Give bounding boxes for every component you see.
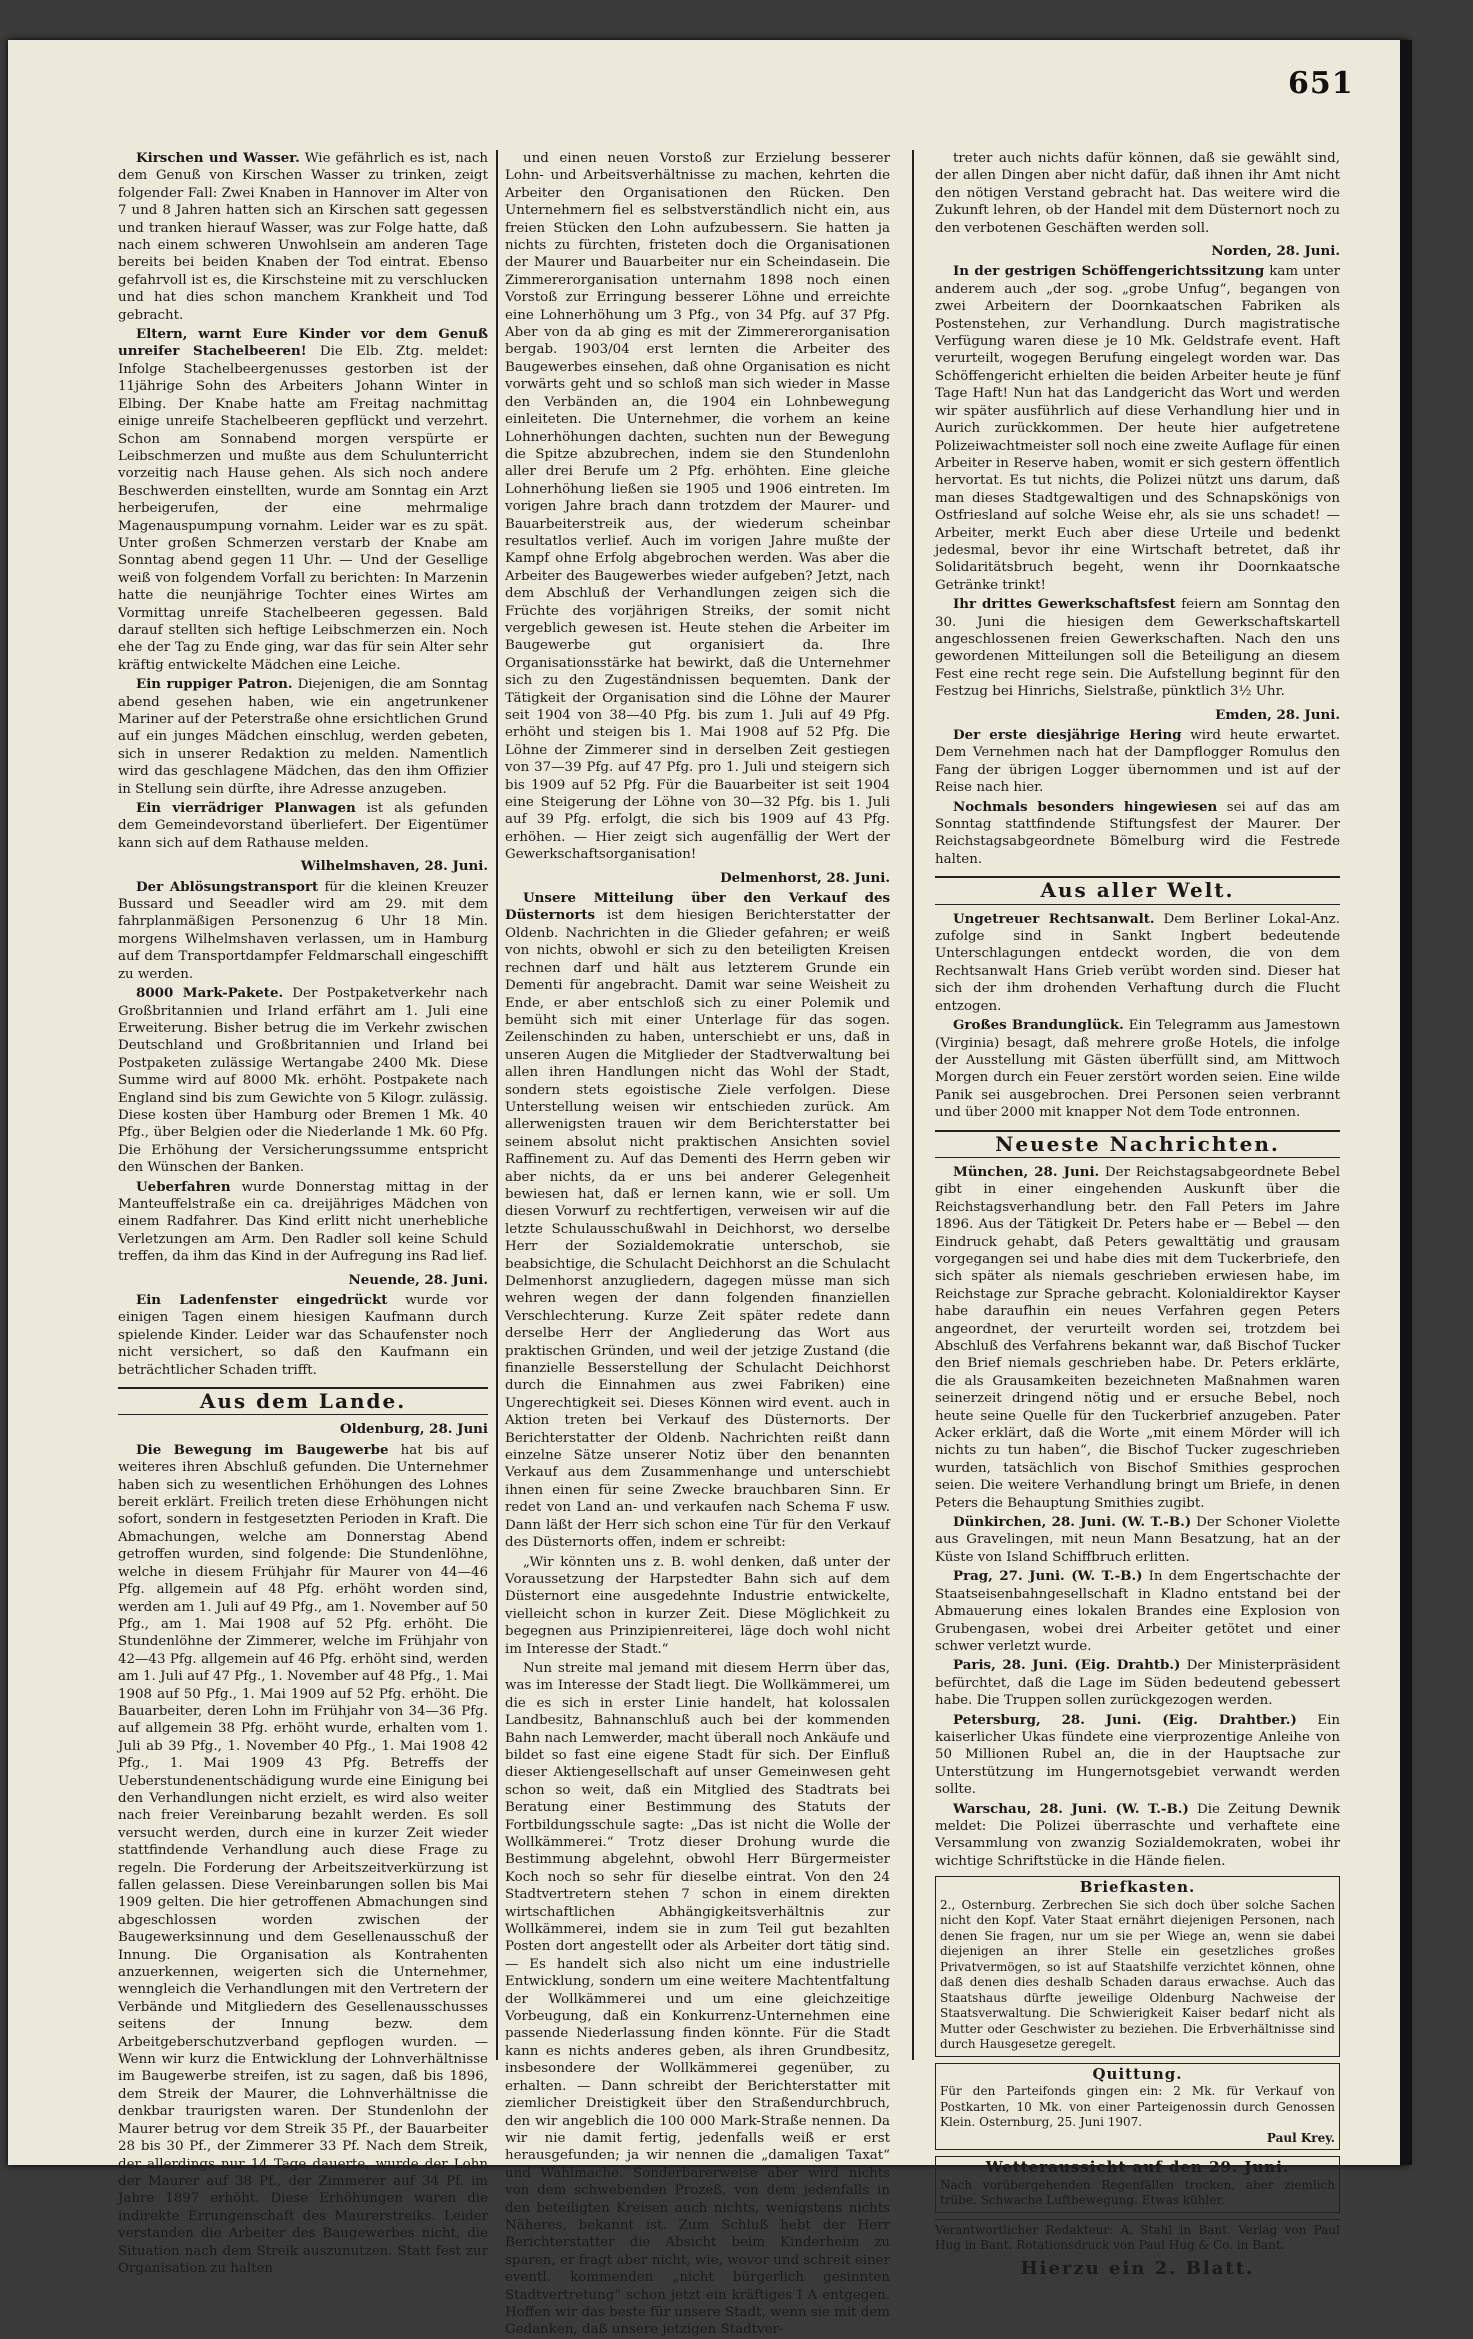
article-paragraph bbox=[935, 727, 1340, 797]
article-text: ist als gefunden dem Gemeindevorstand überliefert. Der Eigentümer kann sich auf dem Rathause melden. bbox=[118, 801, 488, 851]
supplement-note: Hierzu ein 2. Blatt. bbox=[1020, 2257, 1255, 2279]
quittung-box-text: Für den Parteifonds gingen ein: 2 Mk. für Verkauf von Postkarten, 10 Mk. von einer Parteigenossin durch Genossen Klein. Osternburg, 25. Juni 1907. bbox=[940, 2084, 1335, 2130]
article-paragraph bbox=[935, 1514, 1340, 1566]
article-headline: Dünkirchen, 28. Juni. (W. T.-B.) bbox=[953, 1514, 1192, 1531]
page-number: 651 bbox=[1288, 66, 1354, 101]
article-paragraph bbox=[505, 150, 890, 864]
column-3 bbox=[935, 150, 1341, 2279]
article-text: Nun streite mal jemand mit diesem Herrn über das, was im Interesse der Stadt liegt. Die Wollkämmerei, um die es sich in erster Linie handelt, hat kolossalen Landbesitz, Bahnanschluß auch bei der kommenden Bahn nach Lemwerder, macht überall noch Ankäufe und bildet so fast eine eigene Stadt für sich. Der Einfluß dieser Aktiengesellschaft auf unser Gemeinwesen geht schon so weit, daß ein Mitglied des Stadtrats bei Beratung einer Bestimmung des Statuts der Fortbildungsschule sagte: „Das ist nicht die Wolle der Wollkämmerei.“ Trotz dieser Drohung wurde die Bestimmung abgelehnt, obwohl Herr Bürgermeister Koch noch so sehr für dieselbe eintrat. Von den 24 Stadtvertretern stehen 7 schon in einem direkten wirtschaftlichen Abhängigkeitsverhältnis zur Wollkämmerei, indem sie in zum Teil gut bezahlten Posten dort angestellt oder als Arbeiter dort tätig sind. — Es handelt sich also nicht um eine industrielle Entwicklung, sondern um eine weitere Machtentfaltung der Wollkämmerei und um eine gleichzeitige Vorbeugung, daß ein Konkurrenz-Unternehmen eine passende Niederlassung finden könnte. Für die Stadt kann es nichts anderes geben, als ihren Grundbesitz, insbesondere der Wollkämmerei gegenüber, zu erhalten. — Dann schreibt der Berichterstatter mit ziemlicher Dreistigkeit über den Straßendurchbruch, den wir angeblich die 100 000 Mark-Straße nennen. Da wir nie damit fertig, jedenfalls weiß er erst herausgefunden; ja wir nennen die „damaligen Taxat“ und Wahlmache. Sonderbarerweise aber wird nichts von dem schwebenden Prozeß, von dem jedenfalls in den beteiligten Kreisen auch nichts, wenigstens nichts Näheres, bekannt ist. Zum Schluß hebt der Herr Berichterstatter die Absicht beim Kinderheim zu sparen, er fragt aber nicht, wie, wovor und schreit einer eventl. kommenden „nicht bürgerlich gesinnten Stadtvertretung“ schon jetzt ein kräftiges I A entgegen. Hoffen wir das beste für unsere Stadt, wenn sie mit dem Gedanken, daß unsere jetzigen Stadtver- bbox=[505, 1660, 890, 2338]
article-headline: Der erste diesjährige Hering bbox=[953, 727, 1182, 743]
article-headline: München, 28. Juni. bbox=[953, 1163, 1100, 1180]
article-paragraph bbox=[505, 1554, 890, 1658]
article-headline: In der gestrigen Schöffengerichtssitzung bbox=[953, 263, 1265, 280]
column-divider bbox=[496, 150, 498, 2060]
dateline: Norden, 28. Juni. bbox=[1211, 243, 1340, 260]
article-headline: Ungetreuer Rechtsanwalt. bbox=[953, 910, 1155, 927]
article-headline: Prag, 27. Juni. (W. T.-B.) bbox=[953, 1568, 1143, 1585]
article-paragraph bbox=[118, 1179, 488, 1266]
article-text: Ein kaiserlicher Ukas fündete eine vierprozentige Anleihe von 50 Millionen Rubel an, die in der Hauptsache zur Unterstützung im Hungernotsgebiet verwandt werden sollte. bbox=[935, 1712, 1340, 1798]
dateline: Neuende, 28. Juni. bbox=[348, 1271, 488, 1288]
article-paragraph bbox=[118, 879, 488, 983]
article-paragraph bbox=[118, 676, 488, 798]
column-1 bbox=[118, 150, 489, 2276]
article-paragraph bbox=[935, 1568, 1340, 1655]
article-paragraph bbox=[935, 263, 1340, 594]
article-text: für die kleinen Kreuzer Bussard und Seeadler wird am 29. mit dem fahrplanmäßigen Personenzug 6 Uhr 18 Min. morgens Wilhelmshaven verlassen, um in Hamburg auf dem Transportdampfer Feldmarschall eingeschifft zu werden. bbox=[118, 879, 488, 982]
article-text: Die Elb. Ztg. meldet: Infolge Stachelbeergenusses gestorben ist der 11jährige Sohn des Arbeiters Johann Winter in Elbing. Der Knabe hatte am Freitag nachmittag einige unreife Stachelbeeren gepflückt und verzehrt. Schon am Sonnabend morgen verspürte er Leibschmerzen und mußte aus dem Schulunterricht vorzeitig nach Hause gehen. Als sich noch andere Beschwerden einstellten, wurde am Sonntag ein Arzt herbeigerufen, der eine mehrmalige Magenauspumpung vornahm. Leider war es zu spät. Unter großen Schmerzen verstarb der Knabe am Sonntag abend gegen 11 Uhr. — Und der Gesellige weiß von folgendem Vorfall zu berichten: In Marzenin hatte die neunjährige Tochter eines Wirtes am Vormittag unreife Stachelbeeren gegessen. Bald darauf stellten sich heftige Leibschmerzen ein. Noch ehe der Tag zu Ende ging, war das für sein Alter sehr kräftig entwickelte Mädchen eine Leiche. bbox=[118, 344, 489, 673]
section-heading: Neueste Nachrichten. bbox=[935, 1130, 1340, 1158]
article-headline: Paris, 28. Juni. (Eig. Drahtb.) bbox=[953, 1657, 1181, 1674]
article-text: sei auf das am Sonntag stattfindende Stiftungsfest der Maurer. Der Reichstagsabgeordnete Bömelburg wird die Festrede halten. bbox=[935, 799, 1340, 867]
article-text: Der Schoner Violette aus Gravelingen, mit neun Mann Besatzung, hat an der Küste von Island Schiffbruch erlitten. bbox=[935, 1515, 1340, 1565]
article-paragraph bbox=[118, 326, 488, 674]
article-text: Dem Berliner Lokal-Anz. zufolge sind in Sankt Ingbert bedeutende Unterschlagungen entdeckt worden, die von dem Rechtsanwalt Hans Grieb verübt worden sind. Dieser hat sich der ihm drohenden Verhaftung durch die Flucht entzogen. bbox=[935, 911, 1340, 1014]
article-text: feiern am Sonntag den 30. Juni die hiesigen dem Gewerkschaftskartell angeschlossenen freien Gewerkschaften. Nach den uns gewordenen Mitteilungen soll die Beteiligung an diesem Fest eine recht rege sein. Die Aufstellung beginnt für den Festzug bei Hinrichs, Sielstraße, pünktlich 3½ Uhr. bbox=[935, 597, 1340, 700]
article-text: kam unter anderem auch „der sog. „grobe Unfug“, begangen von zwei Arbeitern der Doornkaatschen Fabriken als Postenstehen, zur Verhandlung. Durch magistratische Verfügung waren diese je 10 Mk. Geldstrafe event. Haft verurteilt, wogegen Berufung eingelegt worden war. Das Schöffengericht erhielten die beiden Arbeiter heute je fünf Tage Haft! Nun hat das Landgericht das Wort und werden wir später ausführlich auf diese Verhandlung hier und in Aurich zurückkommen. Der heute hier aufgetretene Polizeiwachtmeister soll noch eine zweite Auflage für einen Arbeiter in Reserve haben, womit er sich gestern öffentlich hervortat. Es tut nichts, die Polizei nützt uns darum, daß man dieses Stadtgewaltigen und des Schnapskönigs von Ostfriesland auf solche Weise ehr, als sie uns schadet! — Arbeiter, merkt Euch aber diese Urteile und bedenkt jedesmal, bevor ihr eine Wirtschaft betretet, daß ihr Solidaritätsbruch begeht, wenn ihr Doornkaatsche Getränke trinkt! bbox=[935, 264, 1341, 593]
article-paragraph bbox=[505, 890, 890, 1551]
article-headline: Nochmals besonders hingewiesen bbox=[953, 798, 1218, 815]
article-headline: Der Ablösungstransport bbox=[136, 878, 319, 895]
article-paragraph bbox=[118, 150, 488, 324]
article-headline: 8000 Mark-Pakete. bbox=[136, 985, 284, 1002]
wetter-box-text: Nach vorübergehenden Regenfällen trocken, aber ziemlich trübe. Schwache Luftbewegung. Etwas kühler. bbox=[940, 2177, 1335, 2208]
article-text: Der Ministerpräsident befürchtet, daß die Lage im Süden bedeutend gebessert habe. Die Truppen sollen zurückgezogen werden. bbox=[935, 1658, 1340, 1709]
article-paragraph bbox=[935, 596, 1340, 700]
quittung-box-signature: Paul Krey. bbox=[1266, 2130, 1335, 2145]
article-text: wurde vor einigen Tagen einem hiesigen Kaufmann durch spielende Kinder. Leider war das Schaufenster noch nicht versichert, so daß den Kaufmann ein beträchtlicher Schaden trifft. bbox=[118, 1293, 488, 1378]
article-paragraph bbox=[935, 1712, 1340, 1799]
article-headline: Ihr drittes Gewerkschaftsfest bbox=[953, 596, 1176, 613]
page-binding-edge bbox=[1400, 40, 1412, 2165]
dateline: Emden, 28. Juni. bbox=[1215, 706, 1340, 723]
column-divider bbox=[912, 150, 914, 2060]
article-text: hat bis auf weiteres ihren Abschluß gefunden. Die Unternehmer haben sich zu wesentlichen Erhöhungen des Lohnes bereit erklärt. Freilich treten diese Erhöhungen nicht sofort, sondern in festgesetzten Perioden in Kraft. Die Abmachungen, welche am Donnerstag Abend getroffen wurden, sind folgende: Die Stundenlöhne, welche in diesem Frühjahr für Maurer von 44—46 Pfg. allgemein auf 48 Pfg. erhöht worden sind, werden am 1. Juli auf 49 Pfg., am 1. November auf 50 Pfg., am 1. Mai 1908 auf 52 Pfg. erhöht. Die Stundenlöhne der Zimmerer, welche im Frühjahr von 42—43 Pfg. allgemein auf 46 Pfg. erhöht sind, werden am 1. Juli auf 47 Pfg., 1. November auf 48 Pfg., 1. Mai 1908 auf 50 Pfg., 1. Mai 1909 auf 52 Pfg. erhöht. Die Bauarbeiter, deren Lohn im Frühjahr von 34—36 Pfg. auf allgemein 38 Pfg. erhöht wurde, erhalten vom 1. Juli ab 39 Pfg., 1. November 40 Pfg., 1. Mai 1908 42 Pfg., 1. Mai 1909 43 Pfg. Betreffs der Ueberstundenentschädigung wurde eine Einigung bei den Verhandlungen nicht erzielt, es wird also weiter nach freier Vereinbarung bezahlt werden. Es soll versucht werden, durch eine in kurzer Zeit wieder stattfindende Verhandlung auch diese Frage zu regeln. Die Forderung der Arbeitszeitverkürzung ist fallen gelassen. Diese Vereinbarungen sollen bis Mai 1909 gelten. Die hier getroffenen Abmachungen sind abgeschlossen worden zwischen der Baugewerksinnung und dem Gesellenausschuß der Innung. Die Organisation als Kontrahenten anzuerkennen, weigerten sich die Unternehmer, wenngleich die Verhandlungen mit den Vertretern der Verbände und Mitgliedern des Gesellenausschusses seitens der Innung bezw. dem Arbeitgeberschutzverband gepflogen wurden. — Wenn wir kurz die Entwicklung der Lohnverhältnisse im Baugewerbe streifen, ist zu sagen, daß bis 1896, dem Streik der Maurer, die Lohnverhältnisse die denkbar traurigsten waren. Der Stundenlohn der Maurer betrug vor dem Streik 35 Pf., der Bauarbeiter 28 bis 30 Pf., der Zimmerer 33 Pf. Nach dem Streik, der allerdings nur 14 Tage dauerte, wurde der Lohn der Maurer auf 38 Pf., der Zimmerer auf 34 Pf. im Jahre 1897 erhöht. Diese Erhöhungen waren die indirekte Errungenschaft des Maurerstreiks. Leider verstanden die Arbeiter des Baugewerbes nicht, die Situation nach dem Streik auszunutzen. Statt fest zur Organisation zu halten bbox=[118, 1442, 488, 2276]
article-paragraph bbox=[118, 800, 488, 852]
article-text: Der Reichstagsabgeordnete Bebel gibt in einer eingehenden Auskunft über die Reichstagsverhandlung betr. den Fall Peters im Jahre 1896. Aus der Tätigkeit Dr. Peters habe er — Bebel — den Eindruck gehabt, daß Peters gewalttätig und grausam vorgegangen sei und habe dies mit dem Tuckerbriefe, den sich später als niemals geschrieben erwiesen habe, im Reichstage zur Sprache gebracht. Kolonialdirektor Kayser habe daraufhin ein neues Verfahren gegen Peters angeordnet, der verurteilt worden sei, trotzdem bei Abschluß des Verfahrens bekannt war, daß Bischof Tucker den Brief niemals geschrieben habe. Dr. Peters erklärte, die als Grausamkeiten bezeichneten Maßnahmen waren seinerzeit dringend nötig und er ersuche Bebel, noch heute seine Quelle für den Tuckerbrief anzugeben. Pater Acker erklärt, daß die Worte „mit einem Mörder will ich nichts zu tun haben“, die Bischof Tucker zugeschrieben wurden, tatsächlich von Bischof Smithies gesprochen seien. Die weitere Verhandlung bringt um Briefe, in denen Peters die Behauptung Smithies zugibt. bbox=[935, 1164, 1340, 1511]
article-paragraph bbox=[935, 1657, 1340, 1709]
article-text: treter auch nichts dafür können, daß sie gewählt sind, der allen Dingen aber nicht dafür, daß ihnen ihr Amt nicht den nötigen Verstand gebracht hat. Das weitere wird die Zukunft lehren, ob der Handel mit dem Düsternort noch zu den verbotenen Geschäften werden soll. bbox=[935, 151, 1340, 236]
article-headline: Ueberfahren bbox=[136, 1178, 231, 1195]
article-paragraph bbox=[505, 1660, 890, 2339]
dateline: Oldenburg, 28. Juni bbox=[339, 1421, 488, 1438]
article-text: In dem Engertschachte der Staatseisenbahngesellschaft in Kladno entstand bei der Abmauerung eines lokalen Brandes eine Explosion von Grubengasen, wobei drei Arbeiter getötet und einer schwer verletzt wurde. bbox=[935, 1569, 1340, 1654]
briefkasten-box-title: Briefkasten. bbox=[1079, 1878, 1196, 1897]
article-headline: Unsere Mitteilung über den Verkauf des Düsternorts bbox=[505, 890, 890, 924]
article-headline: Kirschen und Wasser. bbox=[136, 150, 300, 166]
wetter-box-title: Wetteraussicht auf den 29. Juni. bbox=[985, 2158, 1290, 2177]
article-headline: Die Bewegung im Baugewerbe bbox=[136, 1441, 389, 1458]
article-headline: Petersburg, 28. Juni. (Eig. Drahtber.) bbox=[953, 1711, 1297, 1728]
article-paragraph bbox=[935, 1164, 1340, 1512]
article-text: Ein Telegramm aus Jamestown (Virginia) besagt, daß mehrere große Hotels, die infolge der Ausstellung mit Gästen überfüllt sind, am Mittwoch Morgen durch ein Feuer zerstört worden seien. Eine wilde Panik sei ausgebrochen. Drei Personen seien verbrannt und über 2000 mit knapper Not dem Tode entronnen. bbox=[935, 1018, 1340, 1121]
article-paragraph bbox=[935, 1017, 1340, 1121]
article-paragraph bbox=[118, 1292, 488, 1379]
imprint: Verantwortlicher Redakteur: A. Stahl in Bant. Verlag von Paul Hug in Bant. Rotationsdruck von Paul Hug & Co. in Bant. bbox=[935, 2219, 1340, 2254]
article-text: Der Postpaketverkehr nach Großbritannien und Irland erfährt am 1. Juli eine Erweiterung. Bisher betrug die im Verkehr zwischen Deutschland und Großbritannien und Irland bei Postpaketen zulässige Wertangabe 2400 Mk. Diese Summe wird auf 8000 Mk. erhöht. Postpakete nach England sind bis zum Gewichte von 5 Kilogr. zulässig. Diese kosten über Hamburg oder Bremen 1 Mk. 40 Pfg., über Belgien oder die Niederlande 1 Mk. 60 Pfg. Die Erhöhung der Versicherungssumme entspricht den Wünschen der Banken. bbox=[118, 986, 488, 1176]
article-text: „Wir könnten uns z. B. wohl denken, daß unter der Voraussetzung der Harpstedter Bahn sich auf dem Düsternort eine ausgedehnte Industrie entwickelte, vielleicht schon in kurzer Zeit. Diese Möglichkeit zu begegnen aus Prinzipienreiterei, läge doch wohl nicht im Interesse der Stadt.“ bbox=[505, 1554, 890, 1657]
dateline: Wilhelmshaven, 28. Juni. bbox=[300, 858, 488, 875]
briefkasten-box bbox=[935, 1876, 1340, 2057]
article-paragraph bbox=[935, 150, 1340, 237]
section-heading: Aus dem Lande. bbox=[118, 1387, 488, 1415]
briefkasten-box-text: 2., Osternburg. Zerbrechen Sie sich doch über solche Sachen nicht den Kopf. Vater Staat ernährt diejenigen Personen, nach denen Sie fragen, nur um sie per Wiege an, wenn sie dabei diejenigen an ihrer Stelle ein gesetzliches großes Privatvermögen, so ist auf Staatshilfe verzichtet können, ohne daß denen dies deshalb Schaden daraus erwachse. Auch das Staatshaus dürfte jeweilige Oldenburg Nachweise der Staatsverwaltung. Die Schwierigkeit Kaiser bedarf nicht als Mutter oder Geschwister zu beziehen. Die Erbverhältnisse sind durch Hausgesetze geregelt. bbox=[940, 1897, 1335, 2052]
article-paragraph bbox=[935, 911, 1340, 1015]
article-paragraph bbox=[118, 1442, 488, 2278]
quittung-box bbox=[935, 2063, 1340, 2151]
article-text: ist dem hiesigen Berichterstatter der Oldenb. Nachrichten in die Glieder gefahren; er weiß von nichts, obwohl er sich zu den beteiligten Kreisen rechnen darf und hält aus letzterem Grunde ein Dementi für angebracht. Damit war seine Weisheit zu Ende, er aber entschloß sich zu einer Polemik und bemüht sich mit einer Unterlage für das sogen. Zeilenschinden zu haben, unterschiebt er uns, daß in unseren Augen die Mitglieder der Stadtverwaltung bei allen ihren Handlungen nicht das Wohl der Stadt, sondern stets egoistische Ziele verfolgen. Diese Unterstellung weisen wir entschieden zurück. Am allerwenigsten trauen wir dem Berichterstatter bei seinem absolut nicht praktischen Ansichten soviel Raffinement zu. Auf das Dementi des Herrn geben wir aber nichts, da er uns bei anderer Gelegenheit bewiesen hat, daß er lernen kann, wie er soll. Um diesen Vorwurf zu rechtfertigen, verweisen wir auf die letzte Schulausschußwahl in Deichhorst, wo derselbe Herr der Sozialdemokratie unterschob, sie beabsichtige, die Schulacht Deichhorst an die Schulacht Delmenhorst anzugliedern, dagegen müsse man sich wehren wegen der dann folgenden finanziellen Verschlechterung. Kurze Zeit später redete dann derselbe Herr der Angliederung das Wort aus praktischen Gründen, und weil der jetzige Zustand (die finanzielle Besserstellung der Schulacht Deichhorst durch die Einnahmen aus zwei Fabriken) eine Ungerechtigkeit sei. Dieses Können wird event. auch in Aktion treten bei Verkauf des Düsternorts. Der Berichterstatter der Oldenb. Nachrichten reißt dann einzelne Sätze unserer Notiz über den benannten Verkauf aus dem Zusammenhange und unterschiebt ihnen einen für seine Zwecke brauchbaren Sinn. Er redet von Land an- und verkaufen nach Schema F usw. Dann läßt der Herr sich schon eine Tür für den Verkauf des Düsternorts offen, indem er schreibt: bbox=[505, 908, 890, 1551]
article-headline: Ein vierrädriger Planwagen bbox=[136, 800, 356, 817]
article-headline: Großes Brandunglück. bbox=[953, 1017, 1124, 1034]
article-text: Diejenigen, die am Sonntag abend gesehen haben, wie ein angetrunkener Mariner auf der Peterstraße ohne ersichtlichen Grund auf ein junges Mädchen einschlug, werden gebeten, sich in unserer Redaktion zu melden. Namentlich wird das geschlagene Mädchen, das den ihm Offizier in Stellung sein dürfte, ihre Adresse anzugeben. bbox=[118, 677, 488, 797]
article-headline: Ein ruppiger Patron. bbox=[136, 676, 293, 693]
article-headline: Eltern, warnt Eure Kinder vor dem Genuß unreifer Stachelbeeren! bbox=[118, 326, 488, 360]
section-heading: Aus aller Welt. bbox=[935, 876, 1340, 904]
article-paragraph bbox=[935, 1801, 1340, 1871]
column-2 bbox=[505, 150, 890, 2338]
article-headline: Ein Ladenfenster eingedrückt bbox=[136, 1292, 388, 1308]
article-text: und einen neuen Vorstoß zur Erzielung besserer Lohn- und Arbeitsverhältnisse zu machen, kehrten die Arbeiter den Organisationen den Rücken. Den Unternehmern fiel es selbstverständlich nicht ein, aus freien Stücken den Lohn aufzubessern. Sie hatten ja nichts zu fürchten, fristeten doch die Organisationen der Maurer und Bauarbeiter nur ein Scheindasein. Die Zimmererorganisation unternahm 1898 noch einen Vorstoß zur Erringung besserer Löhne und erreichte eine Lohnerhöhung um 3 Pfg., von 34 Pfg. auf 37 Pfg. Aber von da ab ging es mit der Zimmererorganisation bergab. 1903/04 erst lernten die Arbeiter des Baugewerbes einsehen, daß ohne Organisation es nicht vorwärts geht und so schloß man sich wieder in Masse den Verbänden an, die 1904 ein Lohnbewegung einleiteten. Die Unternehmer, die vorhem an keine Lohnerhöhungen dachten, suchten nun der Bewegung die Spitze abzubrechen, indem sie den Stundenlohn aller drei Berufe um 2 Pfg. erhöhten. Eine gleiche Lohnerhöhung ließen sie 1905 und 1906 eintreten. Im vorigen Jahre brach dann trotzdem der Maurer- und Bauarbeiterstreik aus, der wiederum scheinbar resultatlos verlief. Auch im vorigen Jahre mußte der Kampf ohne Erfolg abgebrochen werden. Was aber die Arbeiter des Baugewerbes wieder aufgeben? Jetzt, nach dem Abschluß der Verhandlungen zeigen sich die Früchte des vorjährigen Streiks, der somit nicht vergeblich gewesen ist. Heute stehen die Arbeiter im Baugewerbe gut organisiert da. Ihre Organisationsstärke hat bewirkt, daß die Unternehmer sich zu den Zugeständnissen bequemten. Dank der Tätigkeit der Organisation sind die Löhne der Maurer seit 1904 von 38—40 Pfg. bis zum 1. Juli auf 49 Pfg. erhöht und steigen bis 1. Mai 1908 auf 52 Pfg. Die Löhne der Zimmerer sind in derselben Zeit gestiegen von 37—39 Pfg. auf 47 Pfg. pro 1. Juli und steigern sich bis 1909 auf 52 Pfg. Für die Bauarbeiter ist seit 1904 eine Steigerung der Löhne von 30—32 Pfg. bis 1. Juli auf 39 Pfg. erfolgt, die sich bis 1909 auf 43 Pfg. erhöhen. — Hier zeigt sich augenfällig der Wert der Gewerkschaftsorganisation! bbox=[505, 151, 890, 863]
article-headline: Warschau, 28. Juni. (W. T.-B.) bbox=[953, 1800, 1189, 1817]
article-text: Wie gefährlich es ist, nach dem Genuß von Kirschen Wasser zu trinken, zeigt folgender Fall: Zwei Knaben in Hannover im Alter von 7 und 8 Jahren hatten sich an Kirschen satt gegessen und tranken hierauf Wasser, was zur Folge hatte, daß nach einem schweren Unwohlsein am anderen Tage bereits bei beiden Knaben der Tod eintrat. Ebenso gefahrvoll ist es, die Kirschsteine mit zu verschlucken und hat dies schon manchem Krankheit und Tod gebracht. bbox=[118, 151, 489, 323]
article-text: wurde Donnerstag mittag in der Manteuffelstraße ein ca. dreijähriges Mädchen von einem Radfahrer. Das Kind erlitt nicht unerhebliche Verletzungen am Arm. Den Radler soll keine Schuld treffen, da ihm das Kind in der Aufregung ins Rad lief. bbox=[118, 1179, 488, 1265]
quittung-box-title: Quittung. bbox=[1092, 2064, 1183, 2083]
article-paragraph bbox=[935, 799, 1340, 869]
wetter-box bbox=[935, 2156, 1340, 2213]
article-text: wird heute erwartet. Dem Vernehmen nach hat der Dampflogger Romulus den Fang der übrigen Logger übernommen und ist auf der Reise nach hier. bbox=[935, 728, 1340, 796]
dateline: Delmenhorst, 28. Juni. bbox=[720, 869, 890, 886]
article-text: Die Zeitung Dewnik meldet: Die Polizei überraschte und verhaftete eine Versammlung von zwanzig Sozialdemokraten, wobei ihr wichtige Schriftstücke in die Hände fielen. bbox=[935, 1801, 1341, 1869]
article-paragraph bbox=[118, 985, 488, 1176]
